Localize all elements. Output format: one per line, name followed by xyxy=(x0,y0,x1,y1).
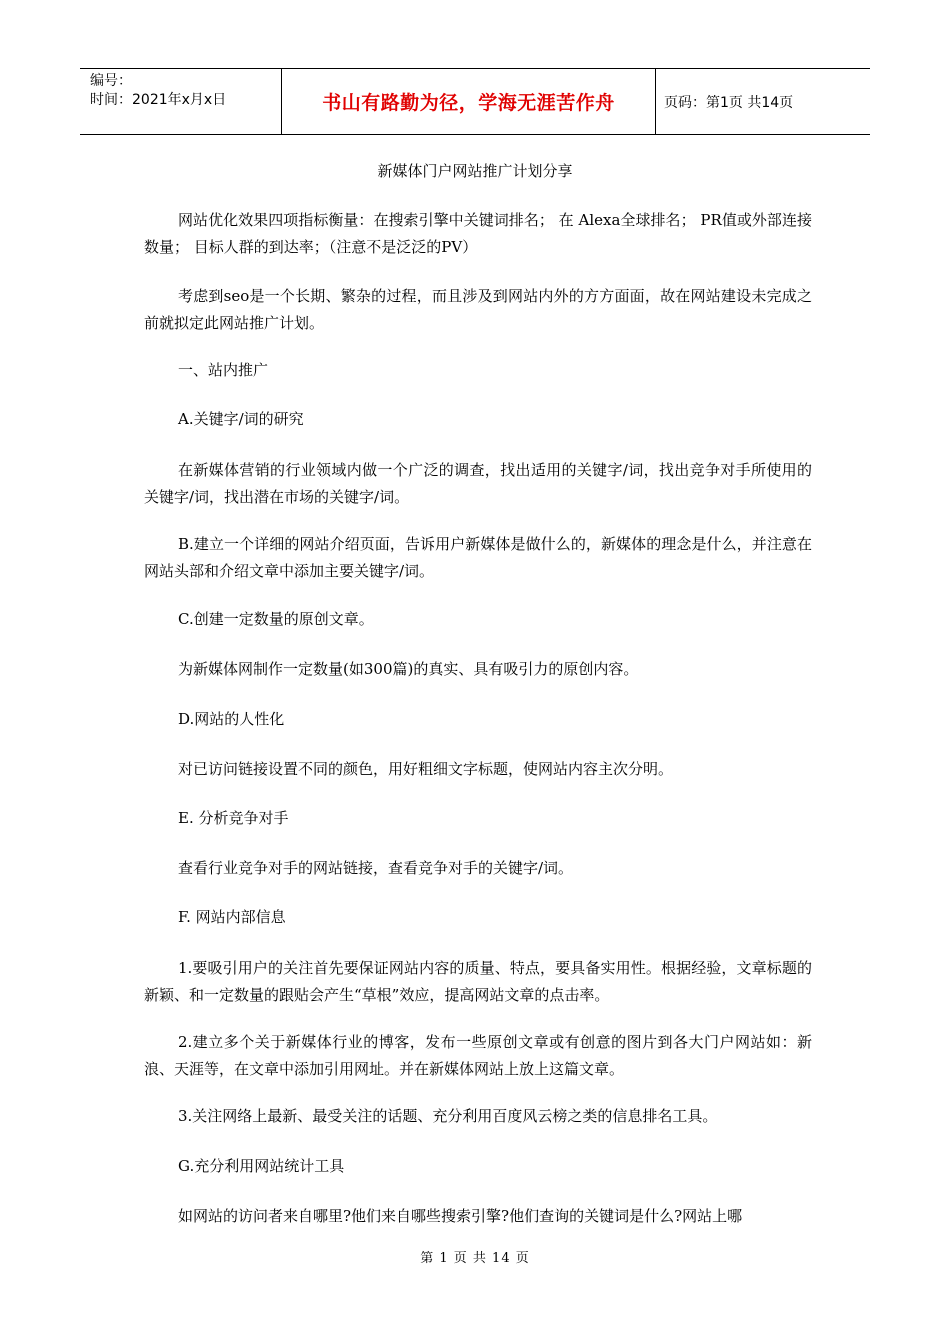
subsection-heading: E. 分析竞争对手 xyxy=(178,809,289,827)
subsection-heading: A.关键字/词的研究 xyxy=(178,410,304,428)
header-page-info: 页码：第1页 共14页 xyxy=(664,94,794,111)
paragraph: 考虑到seo是一个长期、繁杂的过程，而且涉及到网站内外的方方面面，故在网站建设未完成之前就拟定此网站推广计划。 xyxy=(144,287,812,332)
paragraph: 在新媒体营销的行业领域内做一个广泛的调查，找出适用的关键字/词，找出竞争对手所使用的关键字/词，找出潜在市场的关键字/词。 xyxy=(144,461,812,506)
paragraph: 1.要吸引用户的关注首先要保证网站内容的质量、特点，要具备实用性。根据经验，文章标题的新颖、和一定数量的跟贴会产生“草根”效应，提高网站文章的点击率。 xyxy=(144,959,812,1004)
paragraph: 2.建立多个关于新媒体行业的博客，发布一些原创文章或有创意的图片到各大门户网站如：新浪、天涯等，在文章中添加引用网址。并在新媒体网站上放上这篇文章。 xyxy=(144,1033,812,1078)
page-footer: 第 1 页 共 14 页 xyxy=(420,1251,530,1266)
paragraph: 查看行业竞争对手的网站链接，查看竞争对手的关键字/词。 xyxy=(178,859,574,877)
subsection-heading: C.创建一定数量的原创文章。 xyxy=(178,610,374,628)
subsection-heading: F. 网站内部信息 xyxy=(178,908,286,926)
paragraph: B.建立一个详细的网站介绍页面，告诉用户新媒体是做什么的，新媒体的理念是什么，并注意在网站头部和介绍文章中添加主要关键字/词。 xyxy=(144,535,812,580)
document-number-label: 编号： xyxy=(90,73,132,89)
document-date: 时间：2021年x月x日 xyxy=(90,92,227,108)
section-heading: 一、站内推广 xyxy=(178,361,269,379)
paragraph: 如网站的访问者来自哪里?他们来自哪些搜索引擎?他们查询的关键词是什么?网站上哪 xyxy=(178,1207,743,1225)
paragraph: 网站优化效果四项指标衡量：在搜索引擎中关键词排名； 在 Alexa全球排名； PR值或外部连接数量； 目标人群的到达率；（注意不是泛泛的PV） xyxy=(144,211,812,256)
paragraph: 为新媒体网制作一定数量(如300篇)的真实、具有吸引力的原创内容。 xyxy=(178,660,639,678)
paragraph: 3.关注网络上最新、最受关注的话题、充分利用百度风云榜之类的信息排名工具。 xyxy=(178,1107,718,1125)
header-meta xyxy=(80,69,281,134)
subsection-heading: G.充分利用网站统计工具 xyxy=(178,1157,345,1175)
header-motto: 书山有路勤为径，学海无涯苦作舟 xyxy=(281,69,656,134)
document-title: 新媒体门户网站推广计划分享 xyxy=(377,162,573,180)
paragraph: 对已访问链接设置不同的颜色，用好粗细文字标题，使网站内容主次分明。 xyxy=(178,760,674,778)
page-header xyxy=(80,68,870,135)
subsection-heading: D.网站的人性化 xyxy=(178,710,285,728)
